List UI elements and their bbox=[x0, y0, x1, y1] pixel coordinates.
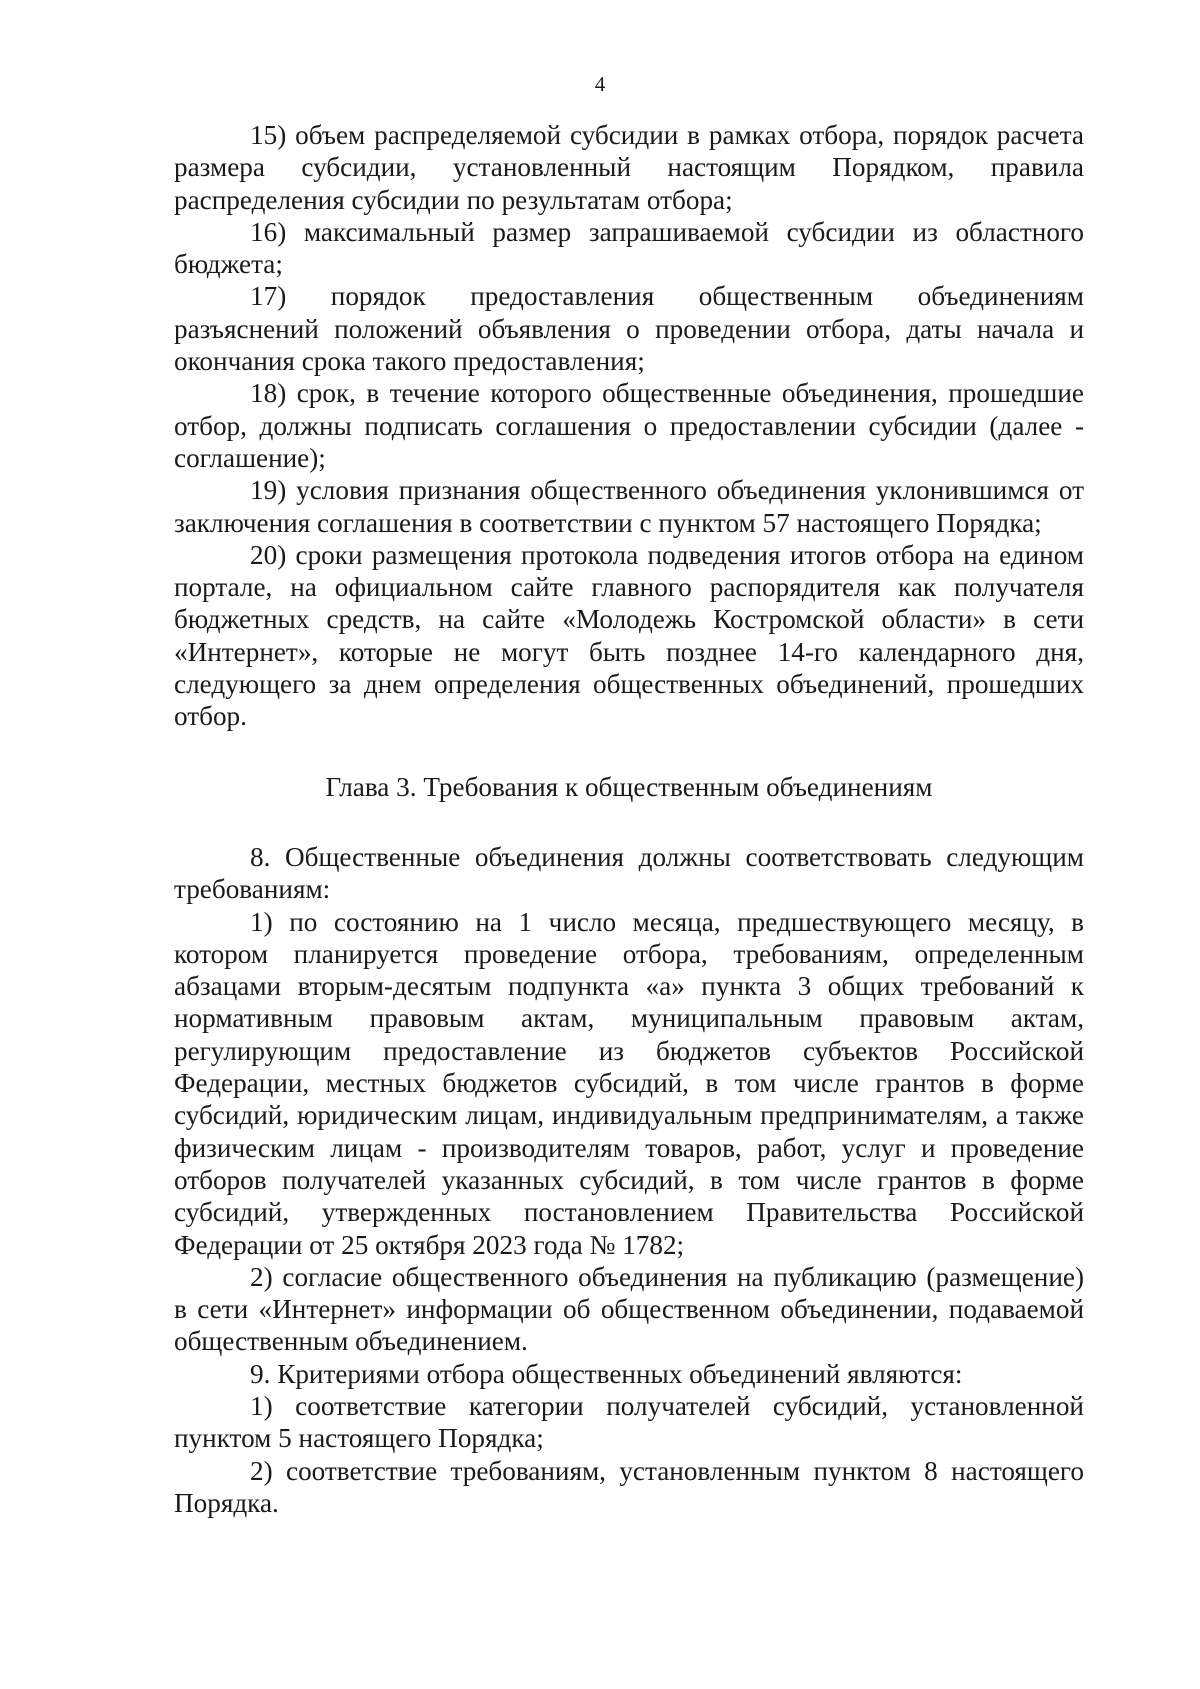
spacer bbox=[174, 803, 1084, 841]
clause-8: 8. Общественные объединения должны соответствовать следующим требованиям: bbox=[174, 841, 1084, 905]
chapter-heading: Глава 3. Требования к общественным объединениям bbox=[325, 771, 933, 802]
clause-9-item-1: 1) соответствие категории получателей субсидий, установленной пунктом 5 настоящего Порядка; bbox=[174, 1390, 1084, 1454]
list-item-18: 18) срок, в течение которого общественные объединения, прошедшие отбор, должны подписать соглашения о предоставлении субсидии (далее - соглашение); bbox=[174, 378, 1084, 473]
list-item-16: 16) максимальный размер запрашиваемой субсидии из областного бюджета; bbox=[174, 216, 1084, 280]
document-body bbox=[174, 119, 1084, 1519]
page-number: 4 bbox=[594, 72, 606, 96]
clause-8-item-1: 1) по состоянию на 1 число месяца, предшествующего месяцу, в котором планируется проведение отбора, требованиям, определенным абзацами вторым-десятым подпункта «а» пункта 3 общих требований к нормативным правовым актам, муниципальным правовым актам, регулирующим предоставление из бюджетов субъектов Российской Федерации, местных бюджетов субсидий, в том числе грантов в форме субсидий, юридическим лицам, индивидуальным предпринимателям, а также физическим лицам - производителям товаров, работ, услуг и проведение отборов получателей указанных субсидий, в том числе грантов в форме субсидий, утвержденных постановлением Правительства Российской Федерации от 25 октября 2023 года № 1782; bbox=[174, 906, 1084, 1260]
clause-8-item-2: 2) согласие общественного объединения на публикацию (размещение) в сети «Интернет» информации об общественном объединении, подаваемой общественным объединением. bbox=[174, 1261, 1084, 1357]
list-item-19: 19) условия признания общественного объединения уклонившимся от заключения соглашения в соответствии с пунктом 57 настоящего Порядка; bbox=[174, 475, 1084, 538]
clause-9: 9. Критериями отбора общественных объединений являются: bbox=[250, 1358, 963, 1389]
clause-9-item-2: 2) соответствие требованиям, установленным пунктом 8 настоящего Порядка. bbox=[174, 1455, 1084, 1518]
list-item-17: 17) порядок предоставления общественным объединениям разъяснений положений объявления о проведении отбора, даты начала и окончания срока такого предоставления; bbox=[174, 281, 1084, 377]
list-item-15: 15) объем распределяемой субсидии в рамках отбора, порядок расчета размера субсидии, установленный настоящим Порядком, правила распределения субсидии по результатам отбора; bbox=[174, 120, 1084, 215]
list-item-20: 20) сроки размещения протокола подведения итогов отбора на едином портале, на официальном сайте главного распорядителя как получателя бюджетных средств, на сайте «Молодежь Костромской области» в сети «Интернет», которые не могут быть позднее 14-го календарного дня, следующего за днем определения общественных объединений, прошедших отбор. bbox=[174, 539, 1084, 732]
spacer bbox=[174, 733, 1084, 771]
